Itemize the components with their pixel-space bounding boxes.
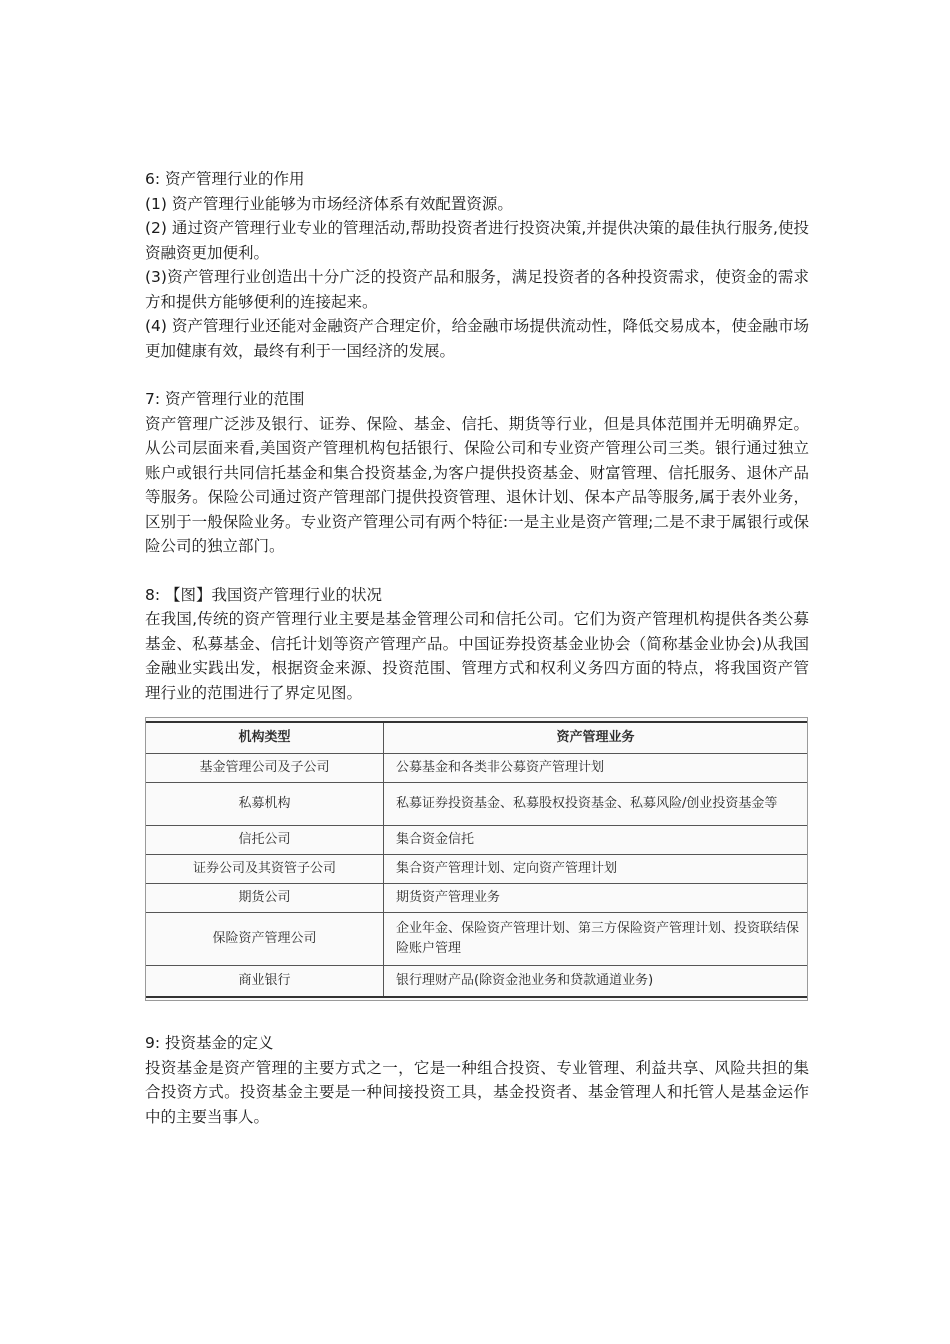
section-6-title: 6: 资产管理行业的作用 [145,170,305,188]
table-row [146,884,807,913]
table-cell-business: 企业年金、保险资产管理计划、第三方保险资产管理计划、投资联结保险账户管理 [384,913,808,966]
section-8-title: 8: 【图】我国资产管理行业的状况 [145,585,383,604]
section-6-item-3: (3)资产管理行业创造出十分广泛的投资产品和服务，满足投资者的各种投资需求，使资金的需求方和提供方能够便利的连接起来。 [145,268,809,311]
section-7-title: 7: 资产管理行业的范围 [145,390,305,408]
asset-management-table-figure [145,717,808,1001]
table-cell-type: 商业银行 [146,966,384,998]
table-cell-business: 银行理财产品(除资金池业务和贷款通道业务) [384,966,808,998]
section-6-item-2: (2) 通过资产管理行业专业的管理活动,帮助投资者进行投资决策,并提供决策的最佳执行服务,使投资融资更加便利。 [145,219,809,262]
table-cell-business: 集合资金信托 [384,826,808,855]
section-8-body: 在我国,传统的资产管理行业主要是基金管理公司和信托公司。它们为资产管理机构提供各类公募基金、私募基金、信托计划等资产管理产品。中国证券投资基金业协会（简称基金业协会)从我国金融业实践出发，根据资金来源、投资范围、管理方式和权利义务四方面的特点，将我国资产管理行业的范围进行了界定见图。 [145,610,809,702]
document-page [145,167,809,1129]
table-cell-type: 期货公司 [146,884,384,913]
table-header-row [146,722,807,754]
section-9-title: 9: 投资基金的定义 [145,1034,274,1052]
table-cell-business: 期货资产管理业务 [384,884,808,913]
section-6-item-1: (1) 资产管理行业能够为市场经济体系有效配置资源。 [145,194,513,213]
section-7-body: 资产管理广泛涉及银行、证券、保险、基金、信托、期货等行业，但是具体范围并无明确界定。从公司层面来看,美国资产管理机构包括银行、保险公司和专业资产管理公司三类。银行通过独立账户或银行共同信托基金和集合投资基金,为客户提供投资基金、财富管理、信托服务、退休产品等服务。保险公司通过资产管理部门提供投资管理、退休计划、保本产品等服务,属于表外业务，区别于一般保险业务。专业资产管理公司有两个特征:一是主业是资产管理;二是不隶于属银行或保险公司的独立部门。 [145,414,809,555]
spacer [145,1001,809,1031]
table-row [146,826,807,855]
table-row [146,966,807,998]
table-cell-type: 基金管理公司及子公司 [146,754,384,783]
spacer [145,559,809,583]
table-cell-type: 证券公司及其资管子公司 [146,855,384,884]
asset-management-table [146,721,807,998]
table-cell-type: 信托公司 [146,826,384,855]
table-header-business: 资产管理业务 [384,722,808,754]
table-header-type: 机构类型 [146,722,384,754]
section-9-body: 投资基金是资产管理的主要方式之一，它是一种组合投资、专业管理、利益共享、风险共担的集合投资方式。投资基金主要是一种间接投资工具，基金投资者、基金管理人和托管人是基金运作中的主要当事人。 [145,1058,809,1126]
table-row [146,913,807,966]
table-cell-business: 公募基金和各类非公募资产管理计划 [384,754,808,783]
table-row [146,855,807,884]
table-cell-business: 集合资产管理计划、定向资产管理计划 [384,855,808,884]
table-cell-business: 私募证券投资基金、私募股权投资基金、私募风险/创业投资基金等 [384,783,808,826]
table-cell-type: 保险资产管理公司 [146,913,384,966]
section-6-item-4: (4) 资产管理行业还能对金融资产合理定价，给金融市场提供流动性，降低交易成本，使金融市场更加健康有效，最终有利于一国经济的发展。 [145,317,809,360]
table-row [146,783,807,826]
table-cell-type: 私募机构 [146,783,384,826]
table-row [146,754,807,783]
spacer [145,363,809,387]
